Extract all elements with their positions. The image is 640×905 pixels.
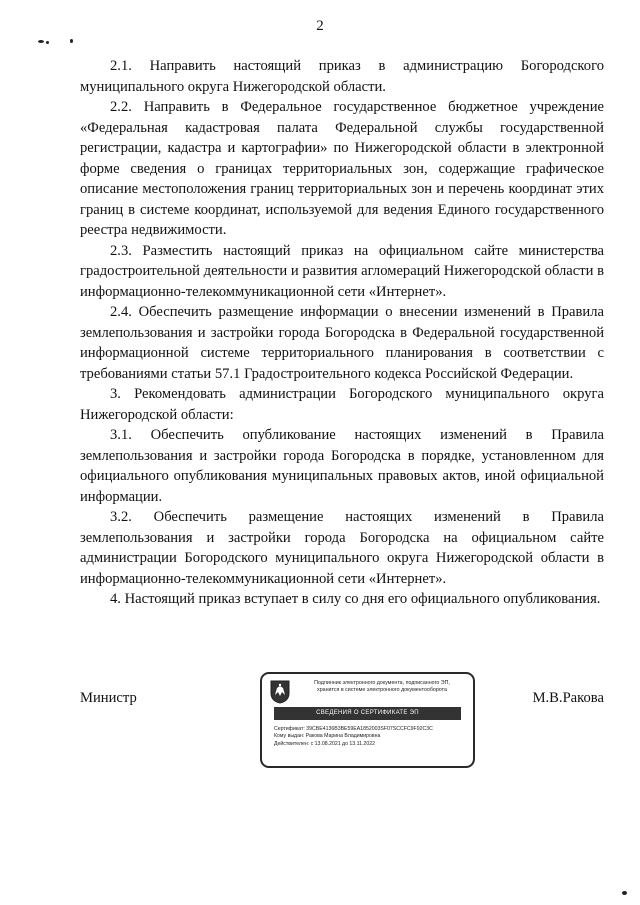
signer-title: Министр [80, 690, 137, 706]
paragraph-3: 3. Рекомендовать администрации Богородского муниципального округа Нижегородской области: [80, 386, 604, 423]
stamp-notice-line-2: хранится в системе электронного документооборота [317, 687, 447, 693]
coat-of-arms-icon [270, 680, 290, 704]
electronic-signature-stamp [260, 672, 475, 768]
certificate-validity: Действителен: с 13.08.2021 до 13.11.2022 [274, 740, 375, 747]
paragraph-4: 4. Настоящий приказ вступает в силу со дня его официального опубликования. [110, 591, 601, 607]
certificate-details [274, 726, 469, 748]
paragraph-2-3: 2.3. Разместить настоящий приказ на официальном сайте министерства градостроительной деятельности и развития агломераций Нижегородской области в информационно-телекоммуникационной сети «Интернет». [80, 242, 604, 300]
page-number: 2 [316, 18, 324, 34]
paragraph-2-1: 2.1. Направить настоящий приказ в администрацию Богородского муниципального округа Нижегородской области. [80, 58, 604, 95]
certificate-owner: Кому выдан: Ракова Марина Владимировна [274, 733, 381, 740]
signer-name: М.В.Ракова [532, 690, 604, 706]
document-body [80, 56, 604, 610]
paragraph-3-1: 3.1. Обеспечить опубликование настоящих изменений в Правила землепользования и застройки города Богородска в порядке, установленном для официального опубликования муниципальных правовых актов, иной официальной информации. [80, 427, 604, 505]
paragraph-2-2: 2.2. Направить в Федеральное государственное бюджетное учреждение «Федеральная кадастровая палата Федеральной службы государственной регистрации, кадастра и картографии» по Нижегородской области в электронной форме сведения о границах территориальных зон, содержащие графическое описание местоположения границ территориальных зон и перечень координат этих границ в системе координат, используемой для ведения Единого государственного реестра недвижимости. [80, 99, 604, 238]
paragraph-2-4: 2.4. Обеспечить размещение информации о внесении изменений в Правила землепользования и застройки города Богородска в Федеральной государственной информационной системе территориального планирования в соответствии с требованиями статьи 57.1 Градостроительного кодекса Российской Федерации. [80, 304, 604, 382]
certificate-serial: Сертификат: 39CBE4136B3BE59EA1852003SF07SCCFC9F92C3C [274, 726, 433, 732]
certificate-banner: СВЕДЕНИЯ О СЕРТИФИКАТЕ ЭП [274, 707, 461, 720]
stamp-notice [296, 680, 468, 694]
paragraph-3-2: 3.2. Обеспечить размещение настоящих изменений в Правила землепользования и застройки города Богородска на официальном сайте администрации Богородского муниципального округа Нижегородской области в информационно-телекоммуникационной сети «Интернет». [80, 509, 604, 587]
stamp-notice-line-1: Подлинник электронного документа, подписанного ЭП, [314, 680, 450, 686]
